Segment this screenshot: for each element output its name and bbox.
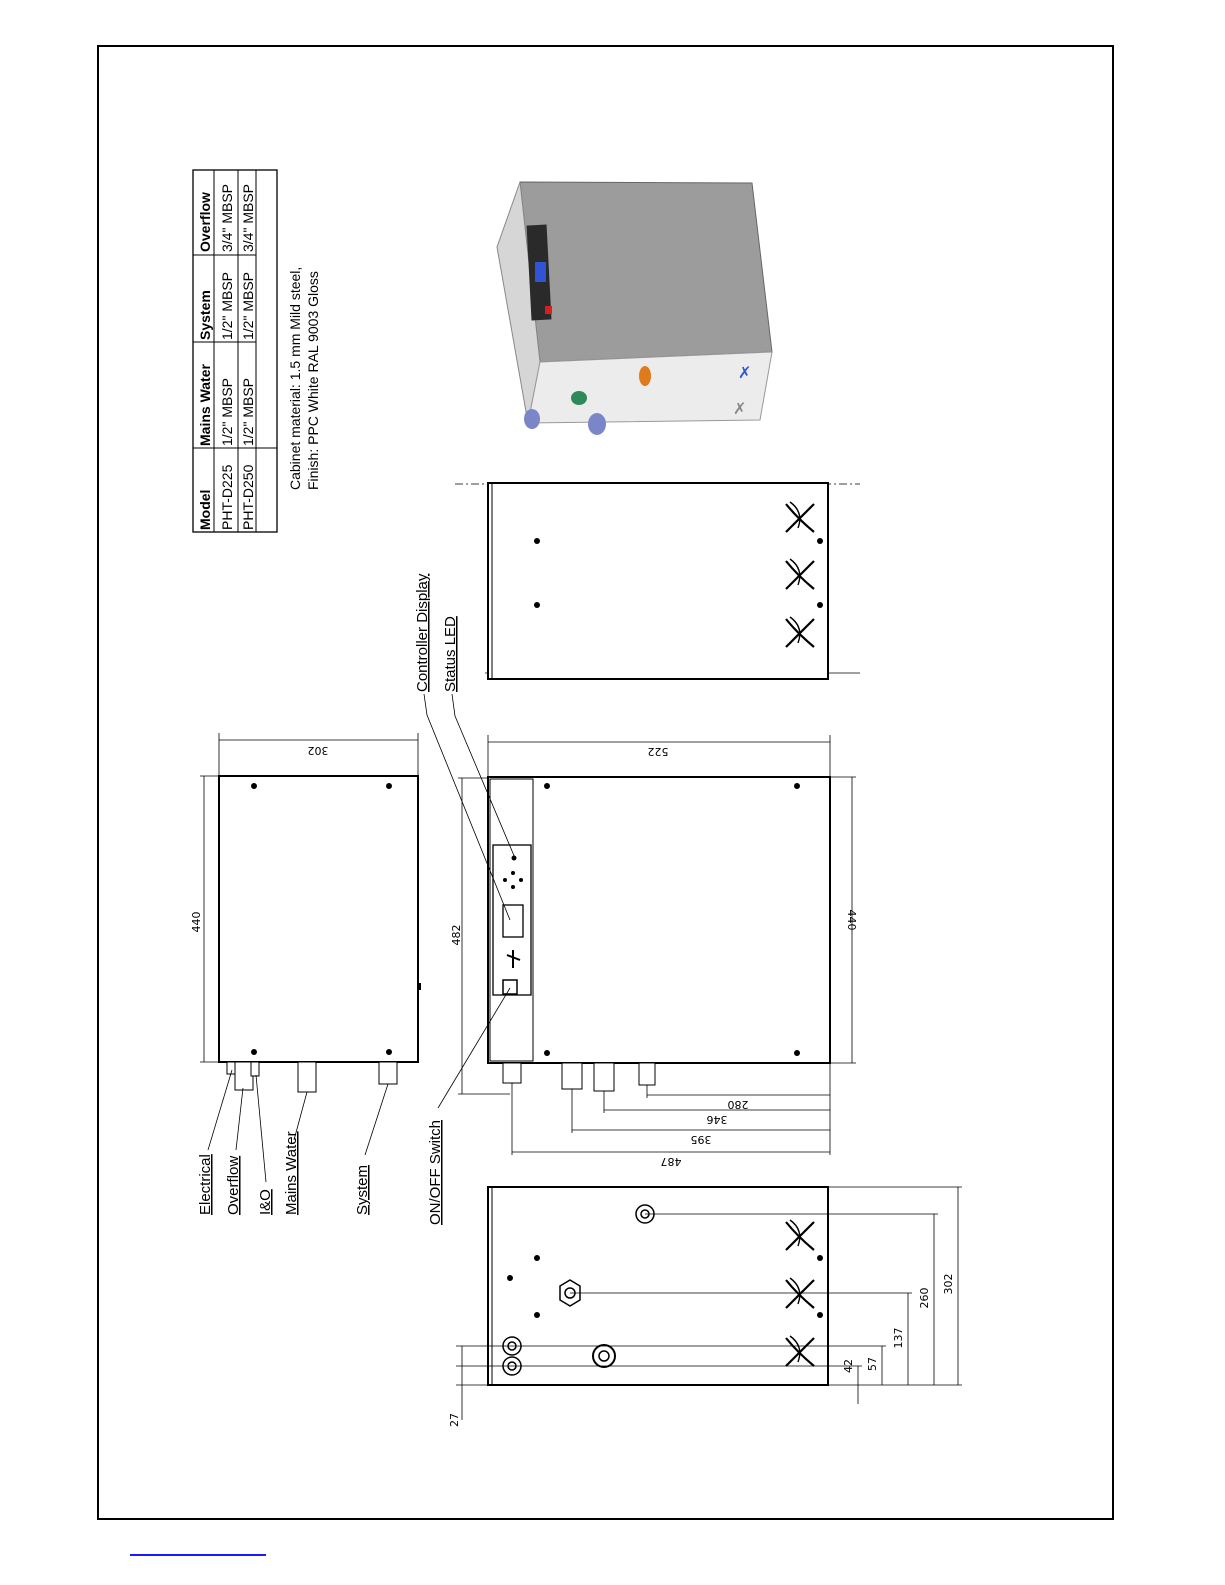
dim-42: 42 — [842, 1359, 855, 1373]
table-header-mains-water: Mains Water — [197, 364, 213, 446]
dim-280: 280 — [727, 1098, 749, 1111]
dim-57: 57 — [866, 1357, 879, 1371]
front-view — [450, 735, 858, 1168]
dim-27: 27 — [448, 1413, 461, 1427]
dim-front-right-height: 440 — [845, 909, 858, 931]
callout-electrical: Electrical — [197, 1154, 214, 1215]
table-cell: PHT-D225 — [219, 464, 235, 530]
left-side-view — [190, 733, 421, 1092]
table-cell: 1/2" MBSP — [240, 378, 256, 446]
isometric-render — [497, 182, 772, 435]
callout-io: I&O — [257, 1189, 274, 1215]
callout-status-led: Status LED — [442, 616, 459, 692]
spec-table — [193, 170, 277, 532]
bottom-view — [448, 1187, 962, 1427]
dim-346: 346 — [706, 1113, 728, 1126]
footer-link-underline[interactable] — [130, 1554, 266, 1556]
callout-overflow: Overflow — [225, 1155, 242, 1215]
table-header-system: System — [197, 290, 213, 340]
top-side-view — [455, 483, 860, 679]
table-cell: 3/4" MBSP — [219, 184, 235, 252]
dim-395: 395 — [690, 1133, 712, 1146]
dim-front-width: 522 — [647, 745, 669, 758]
table-cell: 1/2" MBSP — [240, 272, 256, 340]
callout-controller-display: Controller Display — [414, 573, 431, 692]
controller-display-render — [535, 262, 546, 282]
svg-text:✗: ✗ — [733, 399, 747, 418]
callout-onoff-switch: ON/OFF Switch — [427, 1119, 444, 1225]
callout-system: System — [354, 1164, 371, 1215]
dim-487: 487 — [660, 1155, 682, 1168]
dim-302-bottom: 302 — [942, 1273, 955, 1295]
dim-side-depth: 302 — [307, 744, 329, 757]
finish-note: Finish: PPC White RAL 9003 Gloss — [305, 271, 321, 490]
table-cell: 3/4" MBSP — [240, 184, 256, 252]
dim-260: 260 — [918, 1287, 931, 1309]
material-note: Cabinet material: 1.5 mm Mild steel, — [287, 266, 303, 490]
table-header-model: Model — [197, 489, 213, 530]
table-cell: PHT-D250 — [240, 464, 256, 530]
dim-137: 137 — [892, 1327, 905, 1349]
callout-mains-water: Mains Water — [283, 1131, 300, 1215]
table-cell: 1/2" MBSP — [219, 378, 235, 446]
dim-front-height: 482 — [450, 924, 463, 946]
led-render — [545, 306, 552, 314]
svg-text:✗: ✗ — [738, 363, 752, 382]
table-cell: 1/2" MBSP — [219, 272, 235, 340]
dim-side-height: 440 — [190, 911, 203, 933]
table-header-overflow: Overflow — [197, 192, 213, 252]
